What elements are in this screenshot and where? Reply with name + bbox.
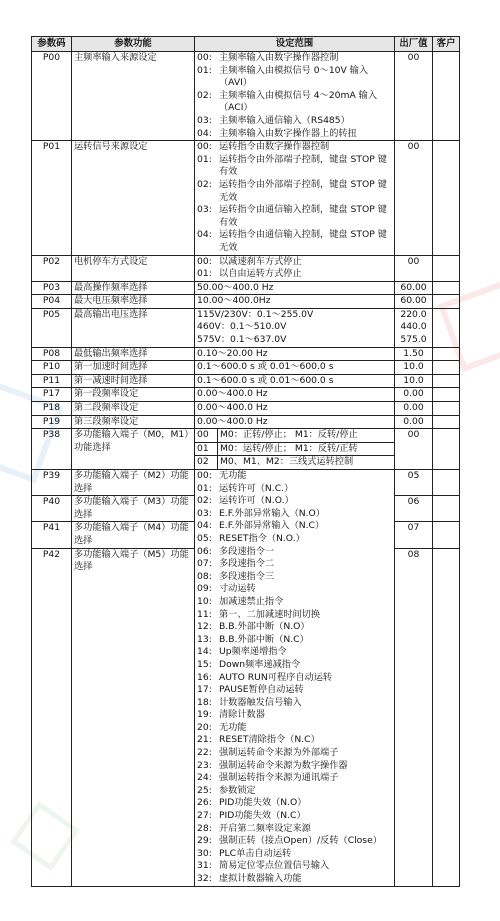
option-line bbox=[197, 596, 392, 609]
default-value: 60.00 bbox=[400, 281, 427, 293]
option-text: 简易定位零点位置信号输入 bbox=[219, 860, 330, 872]
range-line: 0.00～400.0 Hz bbox=[197, 402, 268, 414]
option-key: 03: bbox=[197, 507, 212, 519]
option-line bbox=[197, 65, 392, 78]
table-row bbox=[32, 388, 460, 402]
option-key: 28: bbox=[197, 822, 212, 834]
option-line bbox=[197, 229, 392, 242]
param-code: P11 bbox=[32, 374, 72, 388]
sub-key: 02 bbox=[195, 456, 218, 469]
option-key bbox=[197, 217, 219, 230]
option-line bbox=[197, 848, 392, 861]
option-key: 18: bbox=[197, 696, 212, 708]
option-line bbox=[197, 128, 392, 141]
option-line bbox=[197, 772, 392, 785]
option-line bbox=[197, 634, 392, 647]
option-key bbox=[197, 192, 219, 205]
option-line bbox=[197, 558, 392, 571]
customer-cell[interactable] bbox=[433, 361, 460, 375]
option-line bbox=[197, 192, 392, 205]
option-line bbox=[197, 722, 392, 735]
factory-default bbox=[395, 415, 433, 429]
option-text: E.F.外部异常输入（N.C） bbox=[219, 520, 325, 532]
option-key: 02: bbox=[197, 178, 212, 190]
option-line bbox=[197, 102, 392, 115]
option-text: 第一、二加减速时间切换 bbox=[219, 608, 321, 620]
option-text: 运转指令由通信输入控制，键盘 STOP 键 bbox=[219, 229, 387, 241]
table-row bbox=[32, 281, 460, 295]
param-code: P10 bbox=[32, 361, 72, 375]
option-text: RESET指令（N.O.） bbox=[219, 532, 305, 544]
setting-range bbox=[195, 374, 395, 388]
param-code: P42 bbox=[32, 548, 72, 886]
option-key: 24: bbox=[197, 772, 212, 784]
option-text: PAUSE暂停自动运转 bbox=[219, 684, 304, 696]
param-code: P02 bbox=[32, 255, 72, 281]
sub-text: M0、M1、M2：三线式运转控制 bbox=[220, 456, 354, 468]
option-key: 02: bbox=[197, 495, 212, 507]
param-function: 多功能输入端子（M2）功能选择 bbox=[72, 470, 195, 496]
option-line bbox=[197, 52, 392, 65]
option-line bbox=[197, 785, 392, 798]
option-line bbox=[197, 546, 392, 559]
sub-table bbox=[195, 429, 394, 469]
option-key: 13: bbox=[197, 633, 212, 645]
setting-range bbox=[195, 361, 395, 375]
option-text: 主频率输入由数字操作器控制 bbox=[219, 52, 339, 63]
default-value: 10.0 bbox=[403, 374, 424, 386]
param-code: P40 bbox=[32, 496, 72, 522]
range-line: 0.00～400.0 Hz bbox=[197, 415, 268, 427]
option-key: 16: bbox=[197, 671, 212, 683]
option-text: （AVI） bbox=[219, 77, 253, 89]
factory-default bbox=[395, 374, 433, 388]
factory-default bbox=[395, 255, 433, 281]
param-function: 电机停车方式设定 bbox=[72, 255, 195, 281]
header-setting-range: 设定范围 bbox=[195, 37, 395, 52]
option-text: 运转指令由通信输入控制，键盘 STOP 键 bbox=[219, 204, 387, 216]
option-key: 30: bbox=[197, 847, 212, 859]
customer-cell[interactable] bbox=[433, 52, 460, 141]
option-key: 04: bbox=[197, 229, 212, 241]
param-code: P39 bbox=[32, 470, 72, 496]
option-key: 11: bbox=[197, 608, 212, 620]
customer-cell[interactable] bbox=[433, 388, 460, 402]
option-text: 开启第二频率设定来源 bbox=[219, 822, 311, 834]
option-line bbox=[197, 810, 392, 823]
default-value: 00 bbox=[407, 141, 420, 153]
table-row bbox=[32, 415, 460, 429]
setting-range bbox=[195, 295, 395, 309]
option-text: 以自由运转方式停止 bbox=[219, 268, 302, 280]
param-code: P00 bbox=[32, 52, 72, 141]
option-line bbox=[197, 797, 392, 810]
option-key: 01: bbox=[197, 153, 212, 165]
option-text: 无功能 bbox=[219, 721, 247, 733]
sub-text: M0：正转/停止； M1：反转/停止 bbox=[218, 429, 395, 442]
param-code: P19 bbox=[32, 415, 72, 429]
option-line bbox=[197, 734, 392, 747]
option-text: 无效 bbox=[219, 241, 238, 253]
option-key: 27: bbox=[197, 810, 212, 822]
option-line bbox=[197, 823, 392, 836]
param-code: P18 bbox=[32, 402, 72, 416]
option-text: 运转许可（N.O.） bbox=[219, 495, 294, 507]
default-value: 1.50 bbox=[403, 347, 424, 359]
customer-cell[interactable] bbox=[433, 347, 460, 361]
customer-cell[interactable] bbox=[433, 402, 460, 416]
table-row bbox=[32, 361, 460, 375]
option-key: 12: bbox=[197, 621, 212, 633]
param-code: P41 bbox=[32, 522, 72, 548]
setting-range bbox=[195, 470, 395, 887]
sub-row bbox=[195, 442, 394, 456]
option-key: 03: bbox=[197, 204, 212, 216]
default-value: 0.00 bbox=[403, 402, 424, 414]
default-value: 575.0 bbox=[400, 334, 427, 346]
option-text: 有效 bbox=[219, 166, 238, 178]
option-line bbox=[197, 873, 392, 886]
customer-cell[interactable] bbox=[433, 374, 460, 388]
factory-default bbox=[395, 361, 433, 375]
option-line bbox=[197, 835, 392, 848]
range-line: 0.1～600.0 s 或 0.01～600.0 s bbox=[197, 361, 334, 373]
range-line: 0.00～400.0 Hz bbox=[197, 388, 268, 400]
option-line bbox=[197, 217, 392, 230]
option-key bbox=[197, 77, 219, 90]
parameter-table bbox=[31, 36, 460, 887]
option-line bbox=[197, 508, 392, 521]
range-line: 0.1～600.0 s 或 0.01～600.0 s bbox=[197, 374, 334, 386]
option-text: 强制正转（接点Open）/反转（Close） bbox=[219, 835, 382, 847]
option-text: 强制运转命令来源为数字操作器 bbox=[219, 759, 348, 771]
default-value: 440.0 bbox=[400, 321, 427, 333]
option-key: 23: bbox=[197, 759, 212, 771]
option-line bbox=[197, 860, 392, 873]
table-row bbox=[32, 255, 460, 281]
default-value: 220.0 bbox=[400, 308, 427, 320]
option-text: 多段速指令一 bbox=[219, 545, 275, 557]
option-text: E.F.外部异常输入（N.O） bbox=[219, 507, 325, 519]
customer-cell[interactable] bbox=[433, 429, 460, 470]
option-text: 参数锁定 bbox=[219, 784, 256, 796]
table-row bbox=[32, 429, 460, 470]
default-value: 60.00 bbox=[400, 295, 427, 307]
option-text: 虚拟计数器输入功能 bbox=[219, 873, 302, 884]
option-line bbox=[197, 115, 392, 128]
option-key: 17: bbox=[197, 684, 212, 696]
param-function: 第三段频率设定 bbox=[72, 415, 195, 429]
param-function: 最高操作频率选择 bbox=[72, 281, 195, 295]
customer-cell[interactable] bbox=[433, 415, 460, 429]
option-key: 00: bbox=[197, 52, 212, 63]
param-function: 第一加速时间选择 bbox=[72, 361, 195, 375]
sub-text: M0：运转/停止； M1：反转/正转 bbox=[218, 442, 395, 456]
factory-default bbox=[395, 347, 433, 361]
param-function: 主频率输入来源设定 bbox=[72, 52, 195, 141]
param-code: P01 bbox=[32, 141, 72, 255]
option-line bbox=[197, 646, 392, 659]
option-line bbox=[197, 179, 392, 192]
setting-range bbox=[195, 141, 395, 255]
factory-default bbox=[395, 295, 433, 309]
option-key: 01: bbox=[197, 268, 212, 280]
option-line bbox=[197, 571, 392, 584]
factory-default bbox=[395, 308, 433, 347]
setting-range bbox=[195, 429, 395, 470]
customer-cell[interactable] bbox=[433, 255, 460, 281]
option-text: PLC单击自动运转 bbox=[219, 847, 292, 859]
option-key: 14: bbox=[197, 646, 212, 658]
setting-range bbox=[195, 52, 395, 141]
option-key: 07: bbox=[197, 558, 212, 570]
param-function: 多功能输入端子（M3）功能选择 bbox=[72, 496, 195, 522]
option-text: 加减速禁止指令 bbox=[219, 595, 284, 607]
option-line bbox=[197, 533, 392, 546]
param-function: 运转信号来源设定 bbox=[72, 141, 195, 255]
option-key: 00: bbox=[197, 470, 212, 481]
sub-row bbox=[195, 456, 394, 469]
option-line bbox=[197, 659, 392, 672]
option-text: 以减速刹车方式停止 bbox=[219, 255, 302, 267]
parameter-table-container bbox=[31, 36, 459, 887]
table-row bbox=[32, 308, 460, 347]
default-value: 00 bbox=[407, 255, 420, 267]
customer-cell[interactable] bbox=[433, 470, 460, 496]
option-key: 32: bbox=[197, 873, 212, 884]
option-text: 主频率输入由模拟信号 4～20mA 输入 bbox=[219, 89, 378, 101]
option-key: 00: bbox=[197, 255, 212, 267]
option-text: 运转许可（N.C.） bbox=[219, 482, 294, 494]
option-key: 09: bbox=[197, 583, 212, 595]
option-key: 02: bbox=[197, 89, 212, 101]
option-key: 01: bbox=[197, 482, 212, 494]
customer-cell[interactable] bbox=[433, 548, 460, 886]
option-text: （ACI） bbox=[219, 102, 253, 114]
factory-default bbox=[395, 52, 433, 141]
param-code: P38 bbox=[32, 429, 72, 470]
table-row bbox=[32, 52, 460, 141]
setting-range bbox=[195, 347, 395, 361]
option-line bbox=[197, 621, 392, 634]
option-text: RESET清除指令（N.C） bbox=[219, 734, 320, 746]
table-row bbox=[32, 141, 460, 255]
factory-default: 08 bbox=[395, 548, 433, 886]
setting-range bbox=[195, 255, 395, 281]
setting-range bbox=[195, 281, 395, 295]
param-function: 第一减速时间选择 bbox=[72, 374, 195, 388]
default-value: 00 bbox=[407, 52, 420, 63]
setting-range bbox=[195, 308, 395, 347]
option-text: AUTO RUN可程序自动运转 bbox=[219, 671, 333, 683]
option-text: 多段速指令二 bbox=[219, 558, 275, 570]
factory-default: 00 bbox=[395, 429, 433, 470]
option-text: 无效 bbox=[219, 191, 238, 203]
option-line bbox=[197, 609, 392, 622]
option-key: 06: bbox=[197, 545, 212, 557]
option-line bbox=[197, 166, 392, 179]
table-row bbox=[32, 347, 460, 361]
factory-default bbox=[395, 388, 433, 402]
option-text: 运转指令由外部端子控制，键盘 STOP 键 bbox=[219, 153, 387, 165]
customer-cell[interactable] bbox=[433, 308, 460, 347]
option-text: 多段速指令三 bbox=[219, 570, 275, 582]
factory-default bbox=[395, 402, 433, 416]
option-line bbox=[197, 242, 392, 255]
option-key: 19: bbox=[197, 709, 212, 721]
sub-key: 00 bbox=[195, 429, 218, 442]
param-code: P08 bbox=[32, 347, 72, 361]
option-key: 05: bbox=[197, 532, 212, 544]
range-line: 50.00～400.0 Hz bbox=[197, 281, 274, 293]
header-customer: 客户 bbox=[433, 37, 460, 52]
option-key: 26: bbox=[197, 797, 212, 809]
option-key: 03: bbox=[197, 114, 212, 126]
customer-cell[interactable] bbox=[433, 141, 460, 255]
param-function: 最低输出频率选择 bbox=[72, 347, 195, 361]
option-key: 29: bbox=[197, 835, 212, 847]
option-text: Up频率递增指令 bbox=[219, 646, 287, 658]
option-key: 31: bbox=[197, 860, 212, 872]
option-key bbox=[197, 102, 219, 115]
option-text: B.B.外部中断（N.O） bbox=[219, 621, 310, 633]
option-key: 21: bbox=[197, 734, 212, 746]
param-function: 多功能输入端子（M4）功能选择 bbox=[72, 522, 195, 548]
default-value: 10.0 bbox=[403, 361, 424, 373]
option-text: 强制运转命令来源为外部端子 bbox=[219, 747, 339, 759]
range-line: 460V：0.1～510.0V bbox=[197, 321, 287, 333]
factory-default bbox=[395, 281, 433, 295]
sub-row bbox=[195, 429, 394, 442]
param-code: P05 bbox=[32, 308, 72, 347]
range-line: 0.10～20.00 Hz bbox=[197, 347, 268, 359]
customer-cell[interactable] bbox=[433, 281, 460, 295]
param-function: 多功能输入端子（M5）功能选择 bbox=[72, 548, 195, 886]
option-line bbox=[197, 483, 392, 496]
option-text: Down频率递减指令 bbox=[219, 658, 301, 670]
option-key: 01: bbox=[197, 64, 212, 76]
option-line bbox=[197, 204, 392, 217]
option-line bbox=[197, 256, 392, 269]
range-line: 115V/230V：0.1～255.0V bbox=[197, 308, 314, 320]
option-line bbox=[197, 747, 392, 760]
table-row bbox=[32, 402, 460, 416]
option-line bbox=[197, 77, 392, 90]
factory-default: 07 bbox=[395, 522, 433, 548]
option-key: 20: bbox=[197, 721, 212, 733]
option-line bbox=[197, 470, 392, 483]
option-key: 10: bbox=[197, 595, 212, 607]
option-text: 无功能 bbox=[219, 470, 247, 481]
customer-cell[interactable] bbox=[433, 522, 460, 548]
header-param-function: 参数功能 bbox=[72, 37, 195, 52]
option-key: 04: bbox=[197, 127, 212, 139]
param-code: P03 bbox=[32, 281, 72, 295]
header-factory-default: 出厂值 bbox=[395, 37, 433, 52]
option-line bbox=[197, 495, 392, 508]
param-function: 第二段频率设定 bbox=[72, 402, 195, 416]
option-text: PID功能失效（N.C） bbox=[219, 810, 306, 822]
sub-key: 01 bbox=[195, 442, 218, 456]
factory-default bbox=[395, 141, 433, 255]
default-value: 0.00 bbox=[403, 388, 424, 400]
factory-default: 05 bbox=[395, 470, 433, 496]
option-line bbox=[197, 583, 392, 596]
param-code: P17 bbox=[32, 388, 72, 402]
option-text: 寸动运转 bbox=[219, 583, 256, 595]
param-code: P04 bbox=[32, 295, 72, 309]
option-text: 清除计数器 bbox=[219, 709, 265, 721]
option-line bbox=[197, 90, 392, 103]
option-text: 运转指令由数字操作器控制 bbox=[219, 141, 330, 153]
header-param-code: 参数码 bbox=[32, 37, 72, 52]
option-key: 00: bbox=[197, 141, 212, 153]
option-key: 15: bbox=[197, 658, 212, 670]
table-row bbox=[32, 470, 460, 496]
option-line bbox=[197, 154, 392, 167]
customer-cell[interactable] bbox=[433, 295, 460, 309]
factory-default: 06 bbox=[395, 496, 433, 522]
range-line: 575V：0.1～637.0V bbox=[197, 334, 287, 346]
table-row bbox=[32, 374, 460, 388]
option-key bbox=[197, 166, 219, 179]
option-key: 08: bbox=[197, 570, 212, 582]
default-value: 0.00 bbox=[403, 415, 424, 427]
option-line bbox=[197, 268, 392, 281]
option-line bbox=[197, 684, 392, 697]
option-line bbox=[197, 141, 392, 154]
option-text: 强制运转指令来源为通讯端子 bbox=[219, 772, 339, 784]
option-text: 主频率输入由模拟信号 0～10V 输入 bbox=[219, 64, 369, 76]
setting-range bbox=[195, 415, 395, 429]
option-line bbox=[197, 672, 392, 685]
setting-range bbox=[195, 388, 395, 402]
option-text: 运转指令由外部端子控制，键盘 STOP 键 bbox=[219, 178, 387, 190]
table-header-row bbox=[32, 37, 460, 52]
option-key: 04: bbox=[197, 520, 212, 532]
param-function: 最高输出电压选择 bbox=[72, 308, 195, 347]
param-function: 多功能输入端子（M0，M1）功能选择 bbox=[72, 429, 195, 470]
param-function: 最大电压频率选择 bbox=[72, 295, 195, 309]
option-line bbox=[197, 760, 392, 773]
option-line bbox=[197, 709, 392, 722]
option-key: 22: bbox=[197, 747, 212, 759]
param-function: 第一段频率设定 bbox=[72, 388, 195, 402]
option-key bbox=[197, 242, 219, 255]
table-row bbox=[32, 295, 460, 309]
range-line: 10.00～400.0Hz bbox=[197, 295, 271, 307]
option-text: 计数器触发信号输入 bbox=[219, 696, 302, 708]
option-text: B.B.外部中断（N.C） bbox=[219, 633, 309, 645]
option-key: 25: bbox=[197, 784, 212, 796]
option-text: 主频率输入由数字操作器上的转扭 bbox=[219, 127, 357, 139]
option-text: 主频率输入通信输入（RS485） bbox=[219, 114, 350, 126]
option-text: PID功能失效（N.O） bbox=[219, 797, 307, 809]
customer-cell[interactable] bbox=[433, 496, 460, 522]
option-text: 有效 bbox=[219, 216, 238, 228]
setting-range bbox=[195, 402, 395, 416]
option-line bbox=[197, 697, 392, 710]
option-line bbox=[197, 520, 392, 533]
